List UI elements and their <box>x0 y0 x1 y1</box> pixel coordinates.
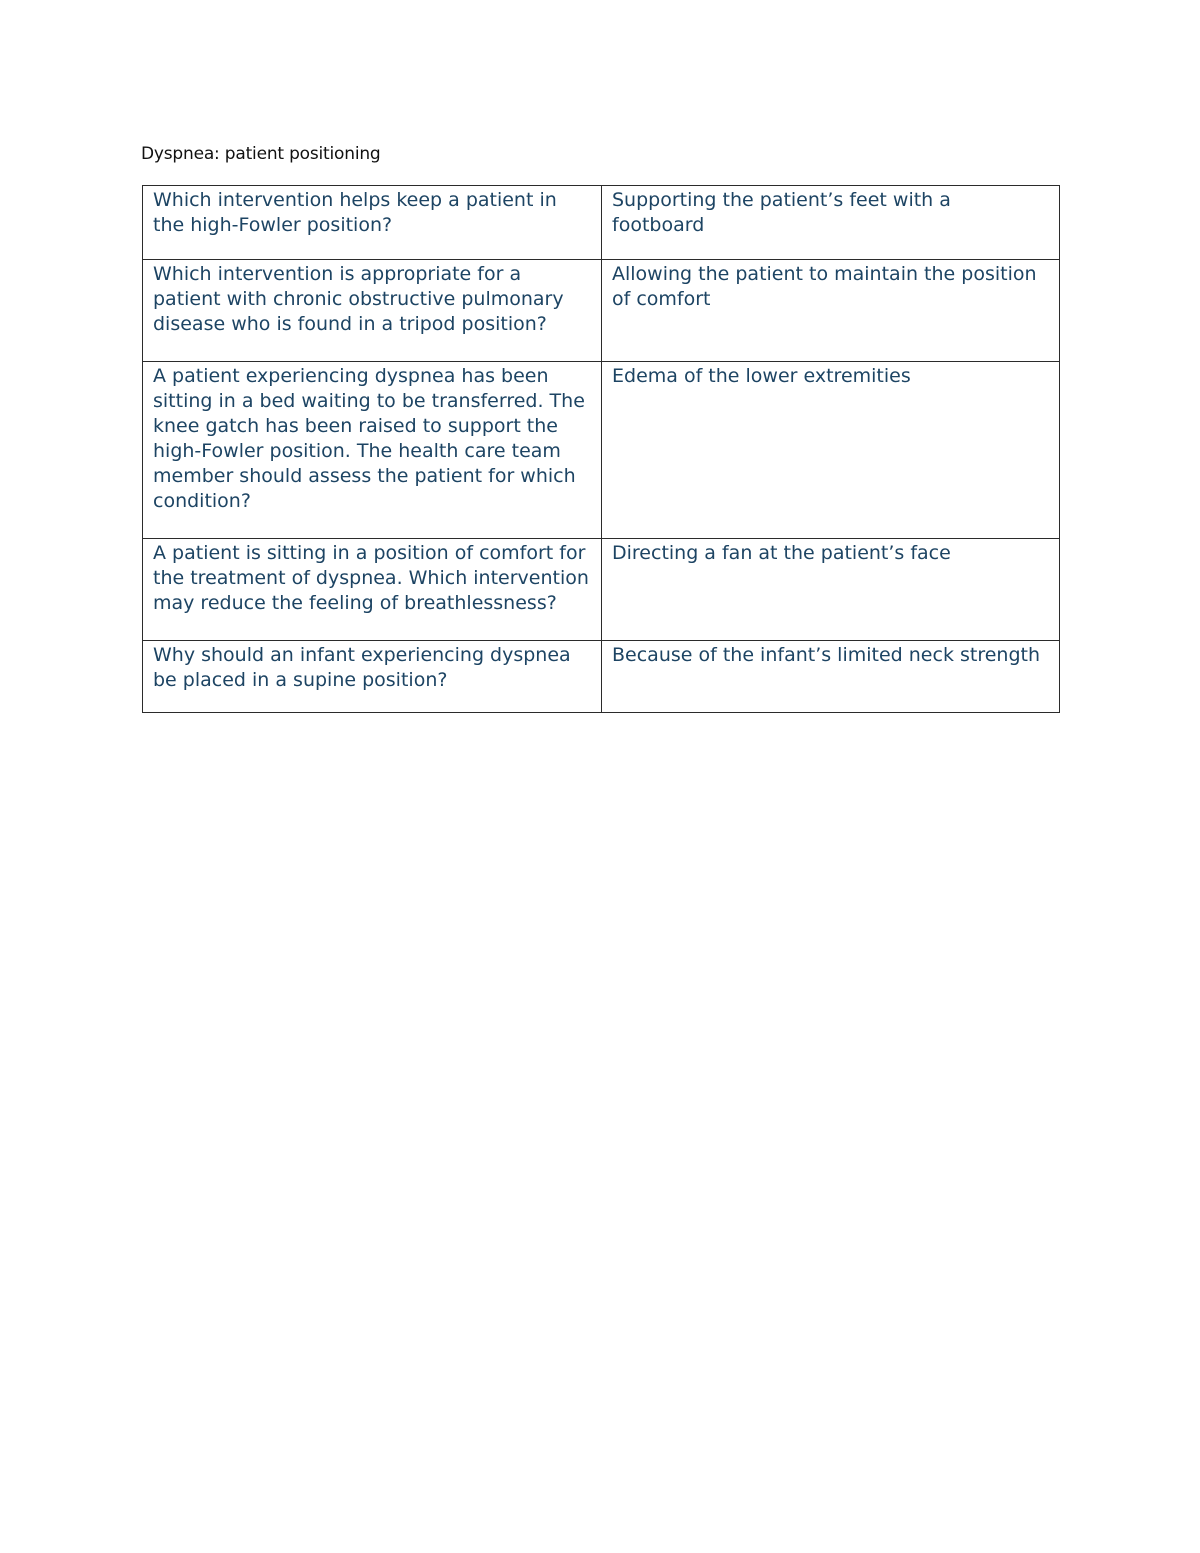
document-title: Dyspnea: patient positioning <box>141 144 381 164</box>
answer-cell: Allowing the patient to maintain the position of comfort <box>602 260 1060 362</box>
table-row <box>143 539 1060 641</box>
question-cell: A patient experiencing dyspnea has been sitting in a bed waiting to be transferred. The knee gatch has been raised to support the high-Fowler position. The health care team member should assess the patient for which condition? <box>143 362 602 539</box>
answer-cell: Directing a fan at the patient’s face <box>602 539 1060 641</box>
table-row <box>143 186 1060 260</box>
table-row <box>143 362 1060 539</box>
question-cell: A patient is sitting in a position of comfort for the treatment of dyspnea. Which intervention may reduce the feeling of breathlessness? <box>143 539 602 641</box>
qa-table <box>142 185 1060 713</box>
question-cell: Why should an infant experiencing dyspnea be placed in a supine position? <box>143 641 602 713</box>
table-row <box>143 641 1060 713</box>
answer-cell: Supporting the patient’s feet with a footboard <box>602 186 1060 260</box>
question-cell: Which intervention helps keep a patient in the high-Fowler position? <box>143 186 602 260</box>
table-row <box>143 260 1060 362</box>
answer-cell: Edema of the lower extremities <box>602 362 1060 539</box>
answer-cell: Because of the infant’s limited neck strength <box>602 641 1060 713</box>
question-cell: Which intervention is appropriate for a patient with chronic obstructive pulmonary disease who is found in a tripod position? <box>143 260 602 362</box>
